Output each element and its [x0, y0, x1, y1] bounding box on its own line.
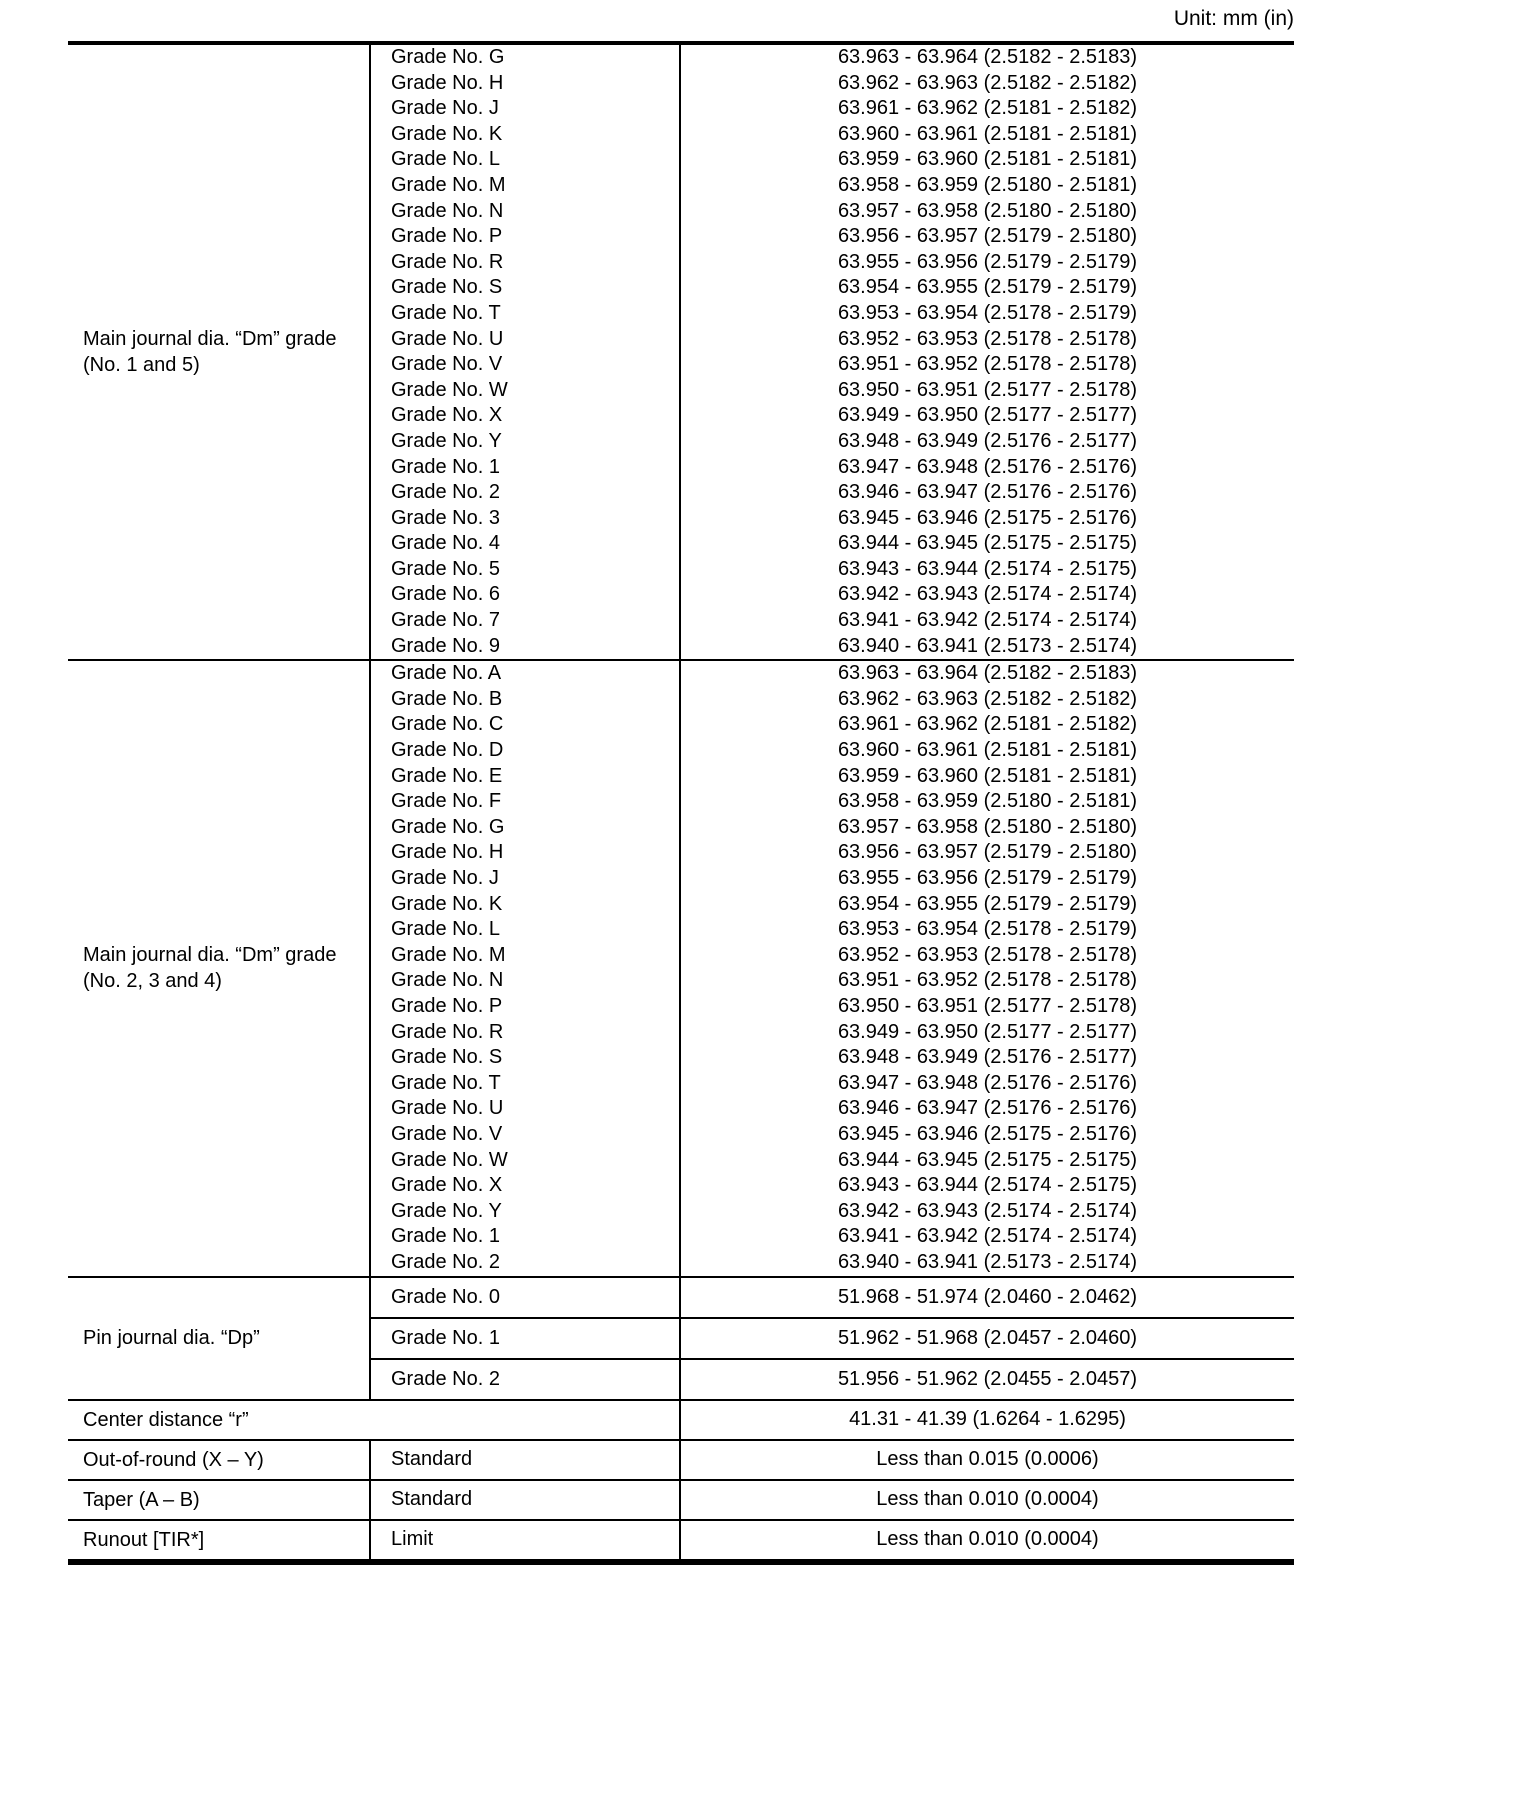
- section-label-cell: Taper (A – B): [68, 1480, 370, 1520]
- value-cell: 63.954 - 63.955 (2.5179 - 2.5179): [680, 892, 1294, 918]
- grade-cell: Grade No. V: [370, 352, 680, 378]
- value-cell: 63.953 - 63.954 (2.5178 - 2.5179): [680, 301, 1294, 327]
- grade-cell: Grade No. 6: [370, 582, 680, 608]
- value-cell: 51.956 - 51.962 (2.0455 - 2.0457): [680, 1359, 1294, 1400]
- manual-page: [68, 6, 1294, 1565]
- value-cell: 51.962 - 51.968 (2.0457 - 2.0460): [680, 1318, 1294, 1359]
- grade-cell: Grade No. G: [370, 815, 680, 841]
- value-cell: 63.961 - 63.962 (2.5181 - 2.5182): [680, 96, 1294, 122]
- grade-cell: Grade No. B: [370, 687, 680, 713]
- value-cell: 63.949 - 63.950 (2.5177 - 2.5177): [680, 1020, 1294, 1046]
- grade-cell: Grade No. 1: [370, 1224, 680, 1250]
- value-cell: 63.945 - 63.946 (2.5175 - 2.5176): [680, 1122, 1294, 1148]
- value-cell: 63.944 - 63.945 (2.5175 - 2.5175): [680, 531, 1294, 557]
- section-label-line1: Main journal dia. “Dm” grade: [83, 328, 337, 351]
- value-cell: 63.946 - 63.947 (2.5176 - 2.5176): [680, 1096, 1294, 1122]
- grade-cell: Grade No. 5: [370, 557, 680, 583]
- grade-cell: Grade No. P: [370, 224, 680, 250]
- section-label-line1: Main journal dia. “Dm” grade: [83, 944, 337, 967]
- grade-cell: Grade No. J: [370, 866, 680, 892]
- section-label-cell: [68, 45, 370, 660]
- value-cell: 63.942 - 63.943 (2.5174 - 2.5174): [680, 582, 1294, 608]
- spec-row: [68, 1400, 1294, 1440]
- value-cell: 63.951 - 63.952 (2.5178 - 2.5178): [680, 968, 1294, 994]
- grade-cell: Grade No. P: [370, 994, 680, 1020]
- grade-cell: Grade No. 2: [370, 480, 680, 506]
- grade-cell: Grade No. F: [370, 789, 680, 815]
- value-cell: 63.955 - 63.956 (2.5179 - 2.5179): [680, 250, 1294, 276]
- grade-cell: Grade No. R: [370, 1020, 680, 1046]
- value-cell: 63.962 - 63.963 (2.5182 - 2.5182): [680, 687, 1294, 713]
- grade-cell: Grade No. L: [370, 147, 680, 173]
- grade-cell: Grade No. U: [370, 327, 680, 353]
- grade-cell: Grade No. W: [370, 378, 680, 404]
- qualifier-cell: Standard: [370, 1440, 680, 1480]
- grade-cell: Grade No. 2: [370, 1250, 680, 1277]
- section-label-cell: [68, 660, 370, 1276]
- value-cell: 63.951 - 63.952 (2.5178 - 2.5178): [680, 352, 1294, 378]
- spec-row: [68, 660, 1294, 687]
- value-cell: 63.954 - 63.955 (2.5179 - 2.5179): [680, 275, 1294, 301]
- value-cell: 63.944 - 63.945 (2.5175 - 2.5175): [680, 1148, 1294, 1174]
- value-cell: 63.957 - 63.958 (2.5180 - 2.5180): [680, 199, 1294, 225]
- value-cell: 63.943 - 63.944 (2.5174 - 2.5175): [680, 1173, 1294, 1199]
- grade-cell: Grade No. J: [370, 96, 680, 122]
- section-label-line1: Pin journal dia. “Dp”: [83, 1327, 260, 1349]
- value-cell: 63.963 - 63.964 (2.5182 - 2.5183): [680, 45, 1294, 71]
- grade-cell: Grade No. Y: [370, 429, 680, 455]
- spec-row: [68, 1277, 1294, 1318]
- grade-cell: Grade No. L: [370, 917, 680, 943]
- grade-cell: Grade No. T: [370, 301, 680, 327]
- spec-row: [68, 1520, 1294, 1559]
- value-cell: 63.960 - 63.961 (2.5181 - 2.5181): [680, 122, 1294, 148]
- grade-cell: Grade No. X: [370, 1173, 680, 1199]
- grade-cell: Grade No. 1: [370, 455, 680, 481]
- value-cell: 63.947 - 63.948 (2.5176 - 2.5176): [680, 1071, 1294, 1097]
- value-cell: 63.962 - 63.963 (2.5182 - 2.5182): [680, 71, 1294, 97]
- grade-cell: Grade No. E: [370, 764, 680, 790]
- value-cell: 63.955 - 63.956 (2.5179 - 2.5179): [680, 866, 1294, 892]
- grade-cell: Grade No. H: [370, 840, 680, 866]
- value-cell: 63.958 - 63.959 (2.5180 - 2.5181): [680, 789, 1294, 815]
- grade-cell: Grade No. U: [370, 1096, 680, 1122]
- grade-cell: Grade No. G: [370, 45, 680, 71]
- grade-cell: Grade No. 7: [370, 608, 680, 634]
- value-cell: 63.960 - 63.961 (2.5181 - 2.5181): [680, 738, 1294, 764]
- qualifier-cell: Standard: [370, 1480, 680, 1520]
- value-cell: 51.968 - 51.974 (2.0460 - 2.0462): [680, 1277, 1294, 1318]
- section-label-line2: (No. 2, 3 and 4): [83, 970, 222, 993]
- value-cell: 63.941 - 63.942 (2.5174 - 2.5174): [680, 608, 1294, 634]
- spec-row: [68, 1480, 1294, 1520]
- spec-table: [68, 45, 1294, 1559]
- value-cell: Less than 0.010 (0.0004): [680, 1520, 1294, 1559]
- value-cell: 63.958 - 63.959 (2.5180 - 2.5181): [680, 173, 1294, 199]
- value-cell: 63.940 - 63.941 (2.5173 - 2.5174): [680, 634, 1294, 661]
- value-cell: 63.959 - 63.960 (2.5181 - 2.5181): [680, 764, 1294, 790]
- value-cell: 63.953 - 63.954 (2.5178 - 2.5179): [680, 917, 1294, 943]
- value-cell: 63.959 - 63.960 (2.5181 - 2.5181): [680, 147, 1294, 173]
- grade-cell: Grade No. K: [370, 122, 680, 148]
- grade-cell: Grade No. T: [370, 1071, 680, 1097]
- section-label-line2: (No. 1 and 5): [83, 354, 200, 377]
- grade-cell: Grade No. V: [370, 1122, 680, 1148]
- value-cell: 63.963 - 63.964 (2.5182 - 2.5183): [680, 660, 1294, 687]
- spec-row: [68, 1440, 1294, 1480]
- value-cell: 41.31 - 41.39 (1.6264 - 1.6295): [680, 1400, 1294, 1440]
- grade-cell: Grade No. 4: [370, 531, 680, 557]
- value-cell: 63.952 - 63.953 (2.5178 - 2.5178): [680, 943, 1294, 969]
- grade-cell: Grade No. 9: [370, 634, 680, 661]
- value-cell: 63.952 - 63.953 (2.5178 - 2.5178): [680, 327, 1294, 353]
- value-cell: 63.946 - 63.947 (2.5176 - 2.5176): [680, 480, 1294, 506]
- grade-cell: Grade No. S: [370, 275, 680, 301]
- grade-cell: Grade No. 2: [370, 1359, 680, 1400]
- grade-cell: Grade No. X: [370, 403, 680, 429]
- value-cell: 63.943 - 63.944 (2.5174 - 2.5175): [680, 557, 1294, 583]
- value-cell: 63.942 - 63.943 (2.5174 - 2.5174): [680, 1199, 1294, 1225]
- grade-cell: Grade No. W: [370, 1148, 680, 1174]
- value-cell: Less than 0.010 (0.0004): [680, 1480, 1294, 1520]
- grade-cell: Grade No. N: [370, 968, 680, 994]
- grade-cell: Grade No. M: [370, 943, 680, 969]
- value-cell: 63.950 - 63.951 (2.5177 - 2.5178): [680, 994, 1294, 1020]
- grade-cell: Grade No. R: [370, 250, 680, 276]
- value-cell: 63.947 - 63.948 (2.5176 - 2.5176): [680, 455, 1294, 481]
- spec-row: [68, 45, 1294, 71]
- section-label-cell: Out-of-round (X – Y): [68, 1440, 370, 1480]
- value-cell: 63.957 - 63.958 (2.5180 - 2.5180): [680, 815, 1294, 841]
- grade-cell: Grade No. C: [370, 712, 680, 738]
- grade-cell: Grade No. 0: [370, 1277, 680, 1318]
- value-cell: 63.945 - 63.946 (2.5175 - 2.5176): [680, 506, 1294, 532]
- spec-table-frame: [68, 41, 1294, 1565]
- grade-cell: Grade No. A: [370, 660, 680, 687]
- value-cell: 63.949 - 63.950 (2.5177 - 2.5177): [680, 403, 1294, 429]
- section-label-cell: [68, 1277, 370, 1400]
- grade-cell: Grade No. D: [370, 738, 680, 764]
- section-label-cell: Runout [TIR*]: [68, 1520, 370, 1559]
- unit-label: Unit: mm (in): [1173, 7, 1294, 30]
- spec-table-body: [68, 45, 1294, 1559]
- grade-cell: Grade No. N: [370, 199, 680, 225]
- grade-cell: Grade No. K: [370, 892, 680, 918]
- grade-cell: Grade No. S: [370, 1045, 680, 1071]
- value-cell: 63.948 - 63.949 (2.5176 - 2.5177): [680, 429, 1294, 455]
- value-cell: 63.941 - 63.942 (2.5174 - 2.5174): [680, 1224, 1294, 1250]
- qualifier-cell: Limit: [370, 1520, 680, 1559]
- value-cell: 63.950 - 63.951 (2.5177 - 2.5178): [680, 378, 1294, 404]
- grade-cell: Grade No. 3: [370, 506, 680, 532]
- grade-cell: Grade No. 1: [370, 1318, 680, 1359]
- value-cell: 63.948 - 63.949 (2.5176 - 2.5177): [680, 1045, 1294, 1071]
- grade-cell: Grade No. Y: [370, 1199, 680, 1225]
- grade-cell: Grade No. M: [370, 173, 680, 199]
- grade-cell: Grade No. H: [370, 71, 680, 97]
- section-label-cell: Center distance “r”: [68, 1400, 680, 1440]
- value-cell: 63.940 - 63.941 (2.5173 - 2.5174): [680, 1250, 1294, 1277]
- value-cell: 63.961 - 63.962 (2.5181 - 2.5182): [680, 712, 1294, 738]
- value-cell: 63.956 - 63.957 (2.5179 - 2.5180): [680, 224, 1294, 250]
- value-cell: Less than 0.015 (0.0006): [680, 1440, 1294, 1480]
- value-cell: 63.956 - 63.957 (2.5179 - 2.5180): [680, 840, 1294, 866]
